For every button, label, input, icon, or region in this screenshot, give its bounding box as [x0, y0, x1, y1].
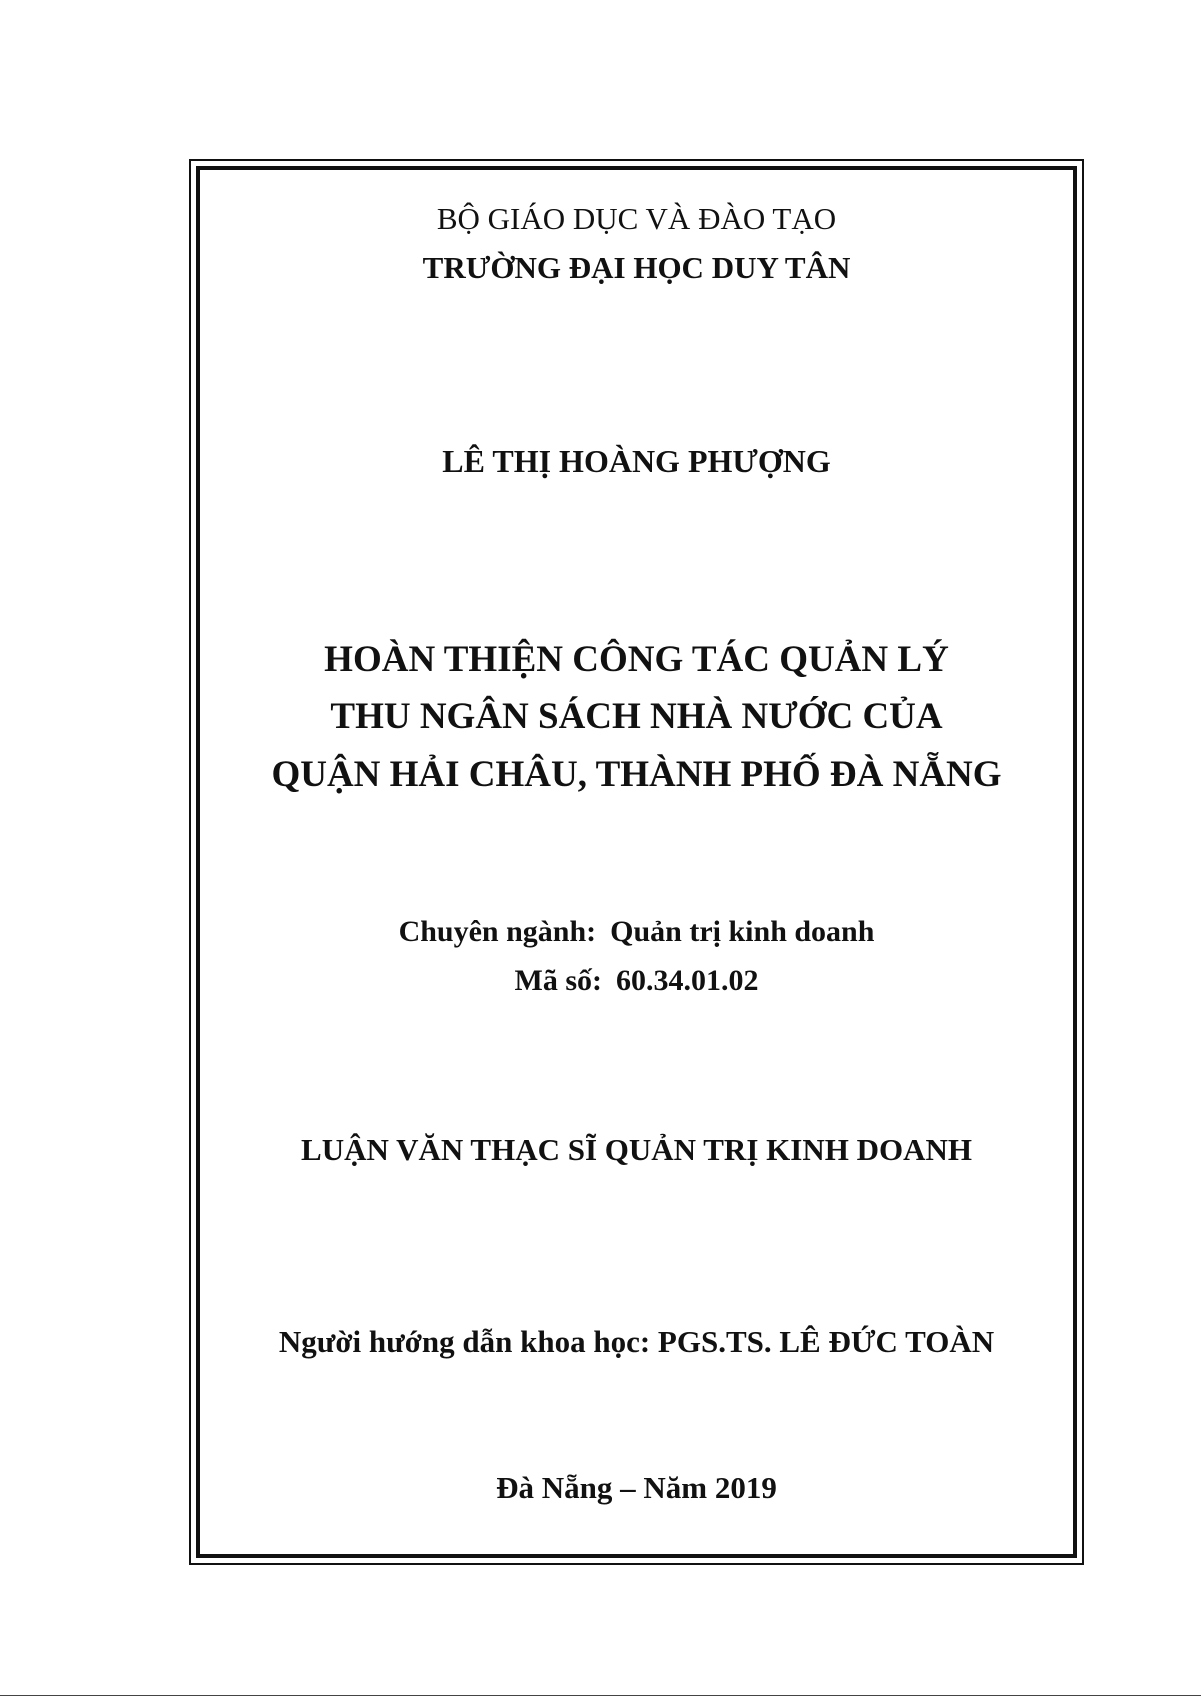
code-label: Mã số:: [514, 964, 602, 997]
major-line: [196, 917, 1077, 947]
major-label: Chuyên ngành:: [398, 915, 597, 948]
thesis-title-line-1: HOÀN THIỆN CÔNG TÁC QUẢN LÝ: [324, 639, 949, 680]
degree-type: LUẬN VĂN THẠC SĨ QUẢN TRỊ KINH DOANH: [301, 1132, 972, 1167]
supervisor: Người hướng dẫn khoa học: PGS.TS. LÊ ĐỨC TOÀN: [278, 1324, 995, 1359]
author-name: LÊ THỊ HOÀNG PHƯỢNG: [442, 443, 831, 479]
ministry-name: BỘ GIÁO DỤC VÀ ĐÀO TẠO: [436, 201, 837, 236]
thesis-title-line-2: THU NGÂN SÁCH NHÀ NƯỚC CỦA: [330, 696, 943, 737]
place-year: Đà Nẵng – Năm 2019: [496, 1470, 777, 1505]
major-value: Quản trị kinh doanh: [610, 915, 875, 948]
code-value: 60.34.01.02: [615, 964, 759, 997]
thesis-title-line-3: QUẬN HẢI CHÂU, THÀNH PHỐ ĐÀ NẴNG: [271, 754, 1002, 795]
bottom-divider: [0, 1695, 1201, 1696]
code-line: [196, 966, 1077, 996]
university-name: TRƯỜNG ĐẠI HỌC DUY TÂN: [422, 250, 851, 285]
